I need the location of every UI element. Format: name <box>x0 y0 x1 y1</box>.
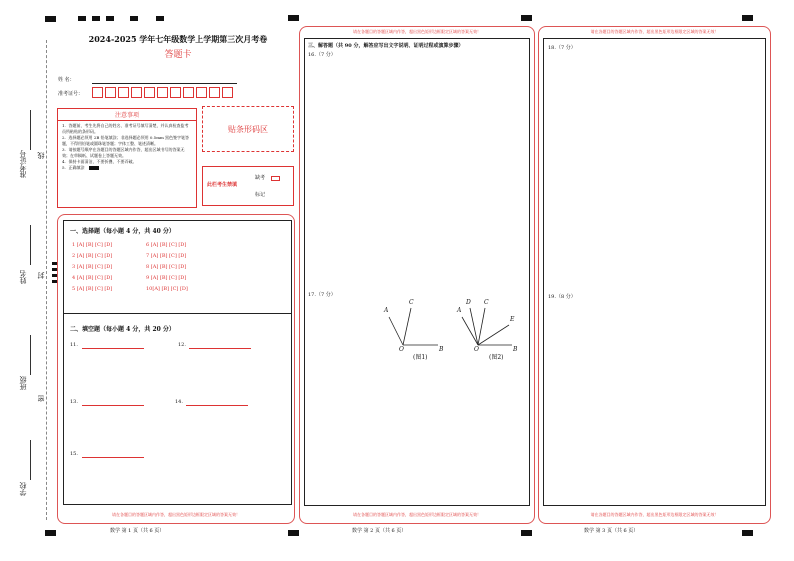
alignment-mark <box>742 530 753 536</box>
barcode-area-label: 贴条形码区 <box>228 124 268 134</box>
absent-label: 此栏考生禁填 <box>207 182 238 188</box>
warning-text: 请在各题目的答题区域内作答，超出黑色矩形边框限定区域的答案无效！ <box>590 29 719 34</box>
q18-label: 18.（7 分） <box>548 45 576 51</box>
id-digit-box[interactable] <box>157 87 168 98</box>
q15-label: 15. <box>70 451 78 457</box>
ray-OC <box>403 308 411 345</box>
fig1-label-b: B <box>439 346 444 353</box>
fig1-label-c: C <box>409 299 414 306</box>
fig2-label-c: C <box>484 299 489 306</box>
side-label-seal: 封 <box>37 272 45 279</box>
side-blank-line <box>30 440 31 480</box>
alignment-mark <box>156 16 164 21</box>
choice-row[interactable]: 7 [A] [B] [C] [D] <box>146 253 187 259</box>
q16-label: 16.（7 分） <box>308 52 336 58</box>
notice-item: 2．选择题必须用 2B 铅笔填涂；非选择题必须用 0.5mm 黑色签字笔答题，不得用铅笔或圆珠笔答题；字体工整、笔迹清晰。 <box>62 135 190 146</box>
side-blank-line <box>30 225 31 265</box>
footer-page3: 数学 第 3 页（共 6 页） <box>584 528 639 534</box>
page-subtitle: 答题卡 <box>164 50 192 60</box>
choice-row[interactable]: 8 [A] [B] [C] [D] <box>146 264 187 270</box>
side-blank-line <box>30 335 31 375</box>
fig2-label-o: O <box>474 346 479 353</box>
section3-heading: 三、解答题（共 90 分，解答应写出文字说明、证明过程或演算步骤） <box>308 43 464 49</box>
alignment-mark <box>78 16 86 21</box>
fig2-label-b: B <box>513 346 518 353</box>
choice-row[interactable]: 6 [A] [B] [C] [D] <box>146 242 187 248</box>
q13-blank[interactable] <box>82 405 144 406</box>
q12-blank[interactable] <box>189 348 251 349</box>
alignment-mark <box>521 530 532 536</box>
q15-blank[interactable] <box>82 457 144 458</box>
id-digit-box[interactable] <box>131 87 142 98</box>
notice-item: 3．请按题号顺序在各题目的答题区域内作答，超出区域书写的答案无效；在草稿纸、试题卷上答题无效。 <box>62 147 185 158</box>
fig2-label-e: E <box>510 316 515 323</box>
alignment-mark <box>45 530 56 536</box>
warning-text: 请在各题目的答题区域内作答，超出黑色矩形边框限定区域的答案无效！ <box>353 512 481 517</box>
filled-example-mark <box>89 166 99 170</box>
fig1-label-o: O <box>399 346 404 353</box>
notice-title: 注意事项 <box>58 109 196 121</box>
id-digit-box[interactable] <box>105 87 116 98</box>
side-label-school: 学校 <box>19 482 27 496</box>
warning-text: 请在各题目的答题区域内作答，超出黑色矩形边框限定区域的答案无效！ <box>353 29 481 34</box>
side-label-line: 线 <box>37 152 45 159</box>
q14-blank[interactable] <box>186 405 248 406</box>
id-digit-box[interactable] <box>183 87 194 98</box>
side-label-class: 班级 <box>19 376 27 390</box>
q13-label: 13. <box>70 399 78 405</box>
absent-mark-label: 标记 <box>255 192 266 198</box>
id-label: 准考证号： <box>58 91 84 97</box>
alignment-mark <box>288 530 299 536</box>
id-number-boxes[interactable] <box>92 87 240 99</box>
name-label: 姓 名： <box>58 77 75 83</box>
alignment-mark <box>106 16 114 21</box>
figure-2 <box>462 308 515 345</box>
choice-row[interactable]: 3 [A] [B] [C] [D] <box>72 264 113 270</box>
id-digit-box[interactable] <box>118 87 129 98</box>
section-divider <box>63 313 292 314</box>
choice-row[interactable]: 2 [A] [B] [C] [D] <box>72 253 113 259</box>
side-label-id: 准考证号 <box>19 150 27 178</box>
side-blank-line <box>30 110 31 150</box>
notice-box <box>57 108 197 208</box>
section1-heading: 一、选择题（每小题 4 分，共 40 分） <box>70 228 175 235</box>
section2-heading: 二、填空题（每小题 4 分，共 20 分） <box>70 326 175 333</box>
side-label-name: 姓名 <box>19 270 27 284</box>
ray-OD <box>470 308 478 345</box>
alignment-mark <box>92 16 100 21</box>
footer-page1: 数学 第 1 页（共 6 页） <box>110 528 165 534</box>
alignment-mark <box>45 16 56 22</box>
id-digit-box[interactable] <box>196 87 207 98</box>
alignment-mark <box>742 15 753 21</box>
choice-row[interactable]: 1 [A] [B] [C] [D] <box>72 242 113 248</box>
choice-row[interactable]: 4 [A] [B] [C] [D] <box>72 275 113 281</box>
ray-OC <box>478 308 485 345</box>
side-label-dense: 密 <box>37 395 45 402</box>
notice-item: 5．正确填涂 <box>62 165 85 170</box>
answer-inner-box-page2 <box>304 38 530 506</box>
answer-inner-box-page1 <box>63 220 292 505</box>
figure-1 <box>389 308 438 345</box>
page-title: 2024-2025 学年七年级数学上学期第三次月考卷 <box>88 34 268 44</box>
alignment-mark <box>521 15 532 21</box>
id-digit-box[interactable] <box>92 87 103 98</box>
id-digit-box[interactable] <box>222 87 233 98</box>
fig1-caption: (图1) <box>413 354 428 361</box>
name-field[interactable] <box>92 83 237 84</box>
notice-item-fill <box>62 165 192 171</box>
binding-line <box>46 40 47 520</box>
warning-text: 请在各题目的答题区域内作答，超出黑色矩形边框限定区域的答案无效！ <box>590 512 719 517</box>
id-digit-box[interactable] <box>144 87 155 98</box>
absent-checkbox[interactable] <box>271 176 280 181</box>
ray-OA <box>462 317 478 345</box>
fig2-label-d: D <box>466 299 471 306</box>
alignment-mark <box>130 16 138 21</box>
choice-row[interactable]: 9 [A] [B] [C] [D] <box>146 275 187 281</box>
q12-label: 12. <box>178 342 186 348</box>
ray-OE <box>478 325 509 345</box>
barcode-area <box>202 106 294 152</box>
footer-page2: 数学 第 2 页（共 6 页） <box>352 528 407 534</box>
fig1-label-a: A <box>384 307 389 314</box>
q19-label: 19.（8 分） <box>548 294 576 300</box>
notice-item: 1．答题前，考生先将自己的姓名、准考证号填写清楚，并认真检查监考员所粘贴的条形码。 <box>62 123 189 134</box>
alignment-mark <box>288 15 299 21</box>
choice-row[interactable]: 5 [A] [B] [C] [D] <box>72 286 113 292</box>
absent-mark-label: 缺考 <box>255 175 266 181</box>
q11-label: 11. <box>70 342 78 348</box>
id-digit-box[interactable] <box>209 87 220 98</box>
fig2-caption: (图2) <box>489 354 504 361</box>
choice-row[interactable]: 10[A] [B] [C] [D] <box>146 286 188 292</box>
answer-inner-box-page3 <box>543 38 766 506</box>
ray-OA <box>389 317 403 345</box>
warning-text: 请在各题目的答题区域内作答，超出黑色矩形边框限定区域的答案无效！ <box>112 512 240 517</box>
q14-label: 14. <box>175 399 183 405</box>
q17-label: 17.（7 分） <box>308 292 336 298</box>
notice-item: 4．保持卡面清洁，不要折叠、不要弄破。 <box>62 159 137 164</box>
absent-box <box>202 166 294 206</box>
fig2-label-a: A <box>457 307 462 314</box>
id-digit-box[interactable] <box>170 87 181 98</box>
q11-blank[interactable] <box>82 348 144 349</box>
